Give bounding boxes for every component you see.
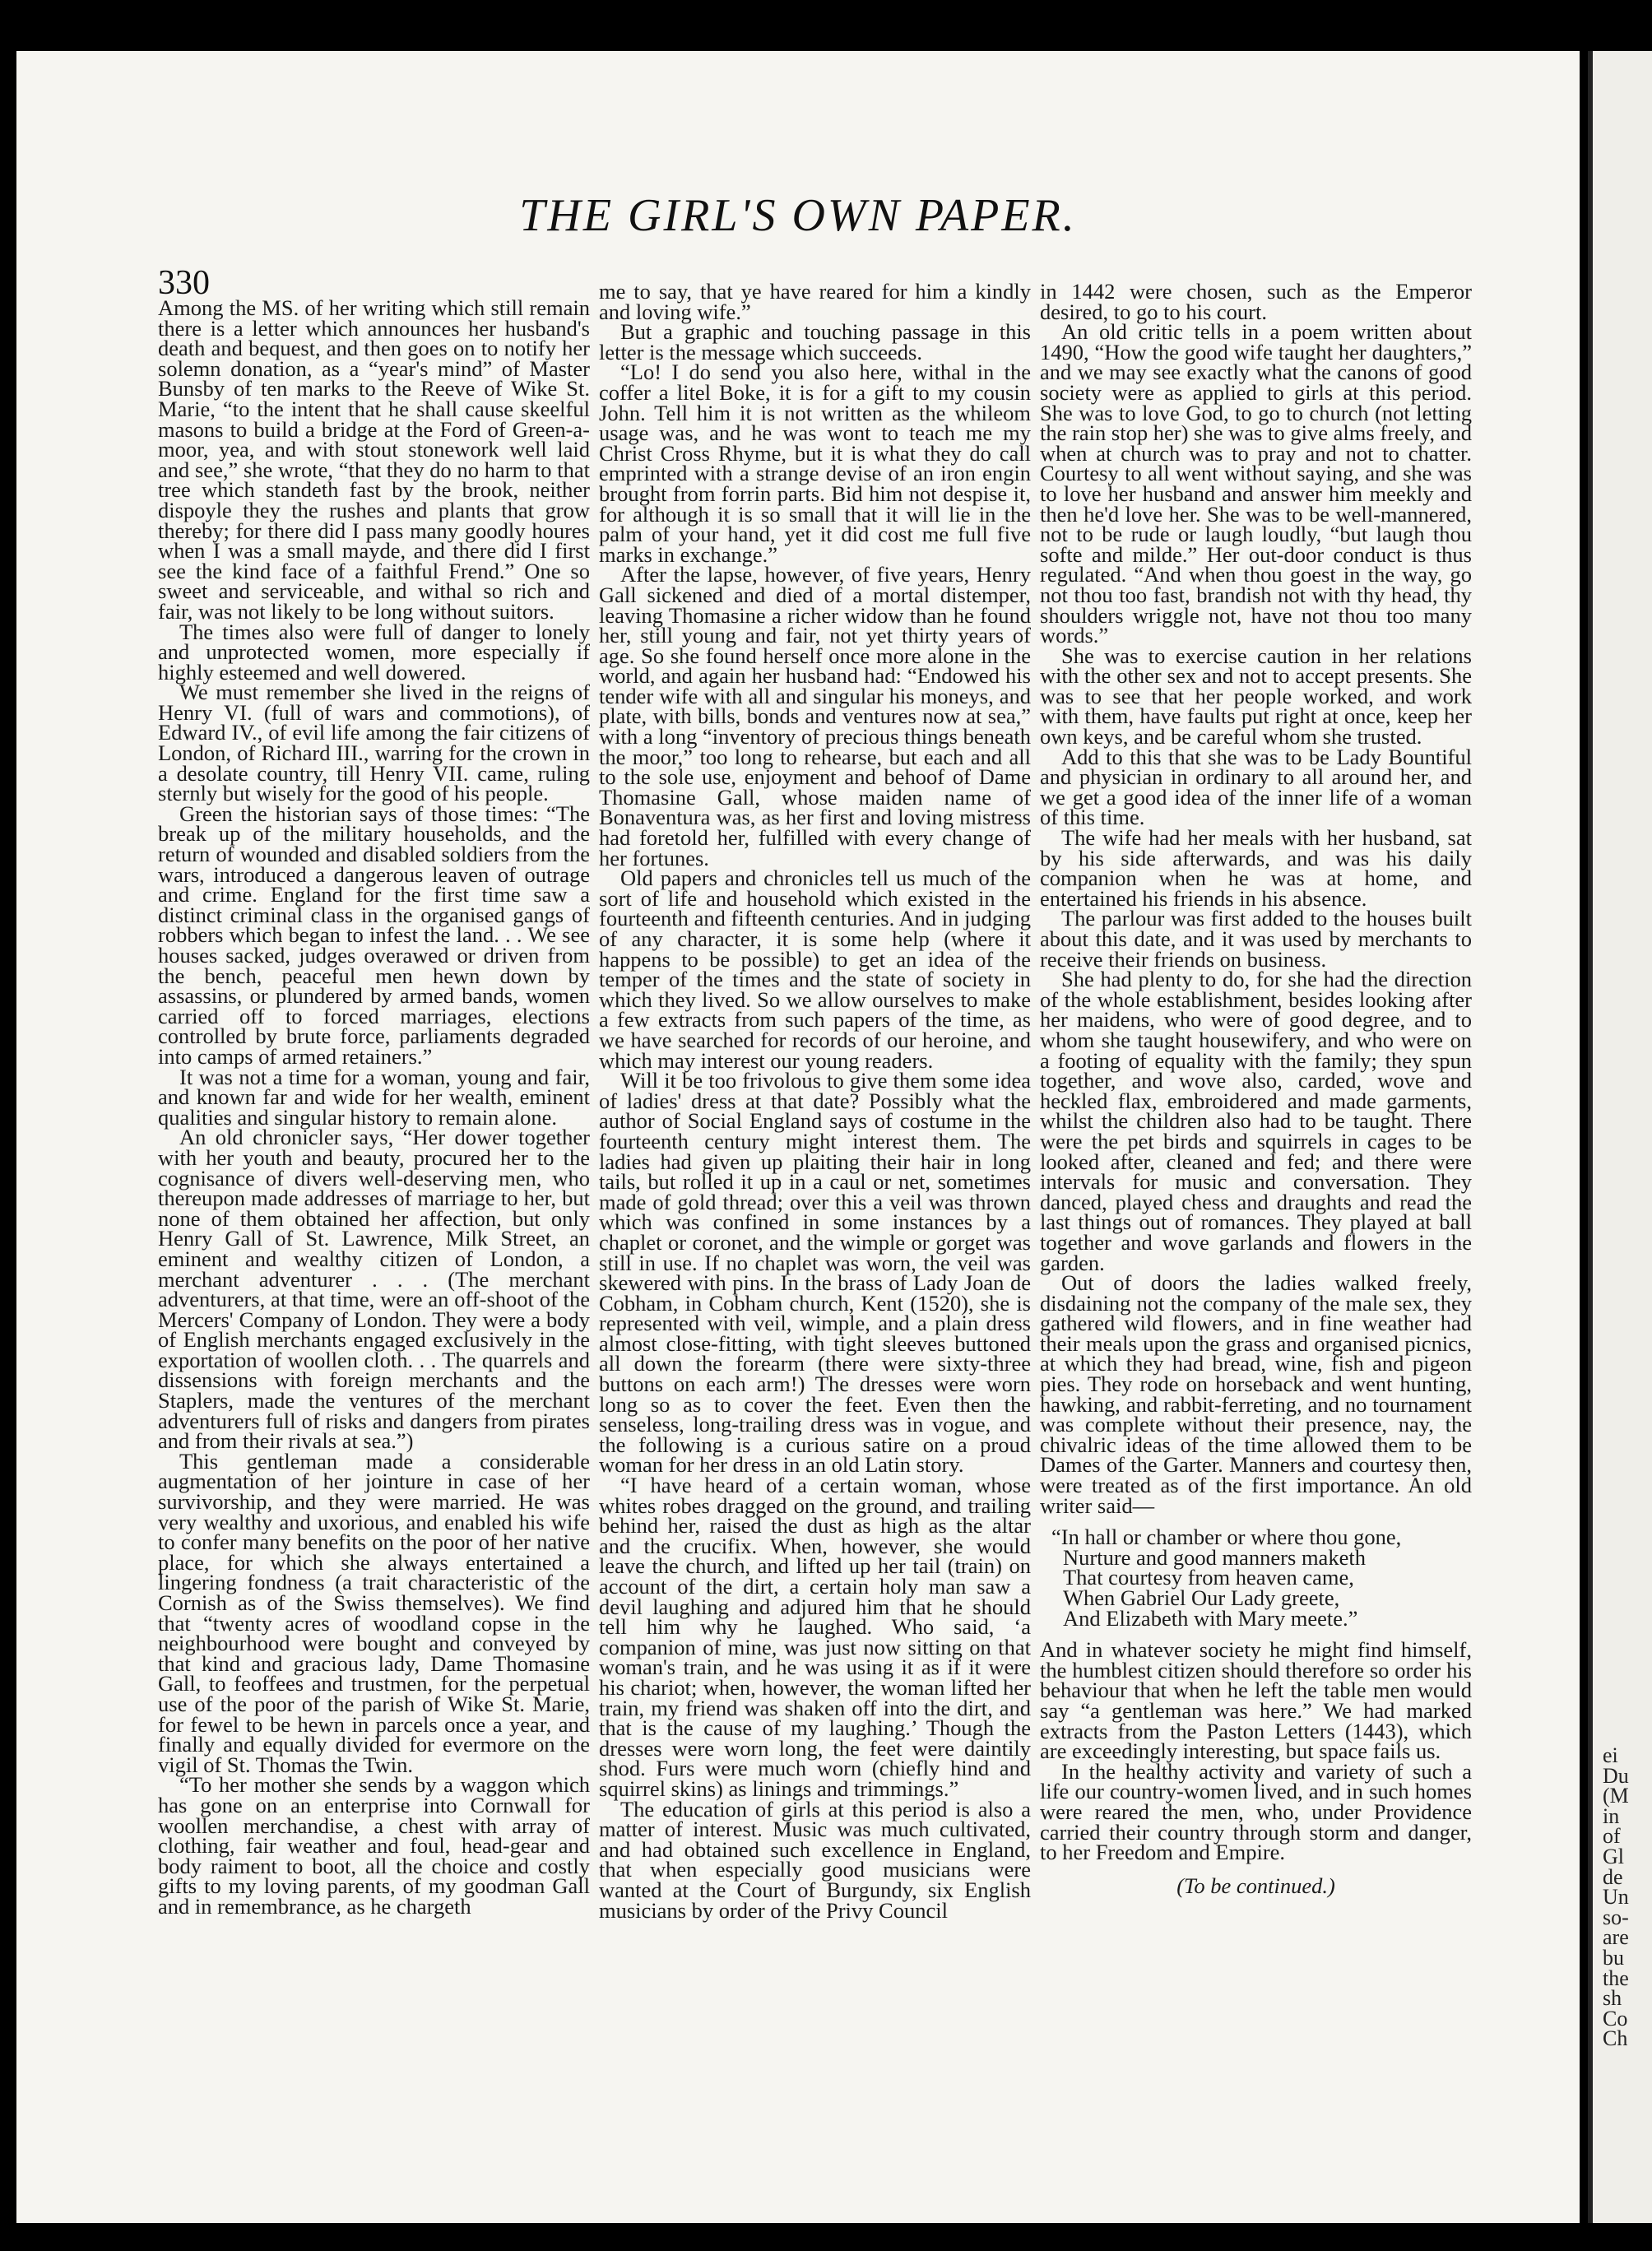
poem-line: And Elizabeth with Mary meete.” [1063,1605,1358,1631]
paragraph: in 1442 were chosen, such as the Emperor desired, to go to his court. [1040,279,1472,324]
fragment: Ch [1603,2026,1628,2051]
paragraph: The times also were full of danger to lonely and unprotected women, more especially if highly esteemed and well dowered. [158,619,590,685]
adjacent-page-text [1603,1743,1629,2051]
paragraph: me to say, that ye have reared for him a kindly and loving wife.” [599,279,1031,324]
continued-note: (To be continued.) [1176,1873,1335,1898]
paragraph: The wife had her meals with her husband, sat by his side afterwards, and was his daily companion when he was at home, and entertained his friends in his absence. [1040,825,1472,911]
adjacent-page-edge [1588,51,1652,2223]
fragment: of [1603,1824,1621,1849]
paragraph: An old chronicler says, “Her dower together with her youth and beauty, procured her to the cognisance of divers well-deserving men, who thereupon made addresses of marriage to her, but none of them obtained her affection, but only Henry Gall of St. Lawrence, Milk Street, an eminent and wealthy citizen of London, a merchant adventurer . . . (The merchant adventurers, at that time, were an off-shoot of the Mercers' Company of London. They were a body of English merchants engaged exclusively in the exportation of woollen cloth. . . The quarrels and dissensions with foreign merchants and the Staplers, made the ventures of the merchant adventurers full of risks and dangers from pirates and from their rivals at sea.”) [158,1125,590,1454]
paragraph: In the healthy activity and variety of such a life our country-women lived, and in such homes were reared the men, who, under Providence carried their country through storm and danger, to her Freedom and Empire. [1040,1758,1472,1865]
poem [1051,1525,1472,1631]
paragraph: This gentleman made a considerable augmentation of her jointure in case of her survivorship, and they were married. He was very wealthy and uxorious, and enabled his wife to confer many benefits on the poor of her native place, for which she always entertained a lingering fondness (a trait characteristic of the Cornish as of the Swiss themselves). We find that “twenty acres of woodland copse in the neighbourhood were bought and conveyed by that kind and gracious lady, Dame Thomasine Gall, to feoffees and trustmen, for the perpetual use of the poor of the parish of Wike St. Marie, for fewel to be hewn in parcels once a year, and finally and equally divided for evermore on the vigil of St. Thomas the Twin. [158,1448,590,1777]
paragraph: After the lapse, however, of five years, Henry Gall sickened and died of a mortal distemper, leaving Thomasine a richer widow than he found her, still young and fair, not yet thirty years of age. So she found herself once more alone in the world, and again her husband had: “Endowed his tender wife with all and singular his moneys, and plate, with bills, bonds and ventures now at sea,” with a long “inventory of precious things beneath the moor,” too long to rehearse, but each and all to the sole use, enjoyment and behoof of Dame Thomasine Gall, whose maiden name of Bonaventura was, as her first and loving mistress had foretold her, fulfilled with every change of her fortunes. [599,562,1031,870]
paragraph: An old critic tells in a poem written about 1490, “How the good wife taught her daughters,” and we may see exactly what the canons of good society were as applied to girls at this period. She was to love God, to go to church (not letting the rain stop her) she was to give alms freely, and when at church was to pray and not to chatter. Courtesy to all went without saying, and she was to love her husband and answer him meekly and then he'd love her. She was to be well-mannered, not to be rude or laugh loudly, “but laugh thou softe and milde.” Her out-door conduct is thus regulated. “And when thou goest in the way, go not thou too fast, brandish not with thy head, thy shoulders wriggle not, have not thou too many words.” [1040,319,1472,648]
fragment: the [1603,1966,1629,1990]
column-3 [1040,279,1472,1898]
paragraph: “To her mother she sends by a waggon which has gone on an enterprise into Cornwall for woollen merchandise, a chest with array of clothing, fair weather and foul, head-gear and body raiment to boot, all the choice and costly gifts to my loving parents, of my goodman Gall and in remembrance, as he chargeth [158,1772,590,1919]
fragment: bu [1603,1945,1624,1970]
fragment: are [1603,1925,1629,1950]
poem-line: When Gabriel Our Lady greete, [1063,1585,1340,1610]
column-1 [158,295,590,1919]
fragment: Du [1603,1763,1629,1788]
paragraph: We must remember she lived in the reigns of Henry VI. (full of wars and commotions), of Edward IV., of evil life among the fair citizens of London, of Richard III., warring for the crown in a desolate country, till Henry VII. came, ruling sternly but wisely for the good of his people. [158,680,590,806]
fragment: so- [1603,1905,1629,1929]
fragment: ei [1603,1743,1618,1767]
fragment: Co [1603,2006,1628,2031]
masthead: THE GIRL'S OWN PAPER. [519,190,1077,241]
paragraph: The education of girls at this period is also a matter of interest. Music was much cultivated, and had obtained such excellence in England, that when especially good musicians were wanted at the Court of Burgundy, six English musicians by order of the Privy Council [599,1796,1031,1923]
fragment: sh [1603,1986,1622,2011]
paragraph: Among the MS. of her writing which still remain there is a letter which announces her husband's death and bequest, and then goes on to notify her solemn donation, as a “year's mind” of Master Bunsby of ten marks to the Reeve of Wike St. Marie, “to the intent that he shall cause skeelful masons to build a bridge at the Ford of Green-a-moor, yea, and with stout stonework well laid and see,” she wrote, “that they do no harm to that tree which standeth fast by the brook, neither dispoyle they the rushes and plants that grow thereby; for there did I pass many goodly houres when I was a small mayde, and there did I first see the kind face of a faithful Frend.” One so sweet and serviceable, and withal so rich and fair, was not likely to be long without suitors. [158,295,590,624]
paragraph: “Lo! I do send you also here, withal in the coffer a litel Boke, it is for a gift to my cousin John. Tell him it is not written as the whileom usage was, and he was wont to teach me my Christ Cross Rhyme, but it is what they do call emprinted with a strange devise of an iron engin brought from forrin parts. Bid him not despise it, for although it is so small that it will lie in the palm of your hand, yet it did cost me full five marks in exchange.” [599,360,1031,567]
paragraph: And in whatever society he might find himself, the humblest citizen should therefore so order his behaviour that when he left the table men would say “a gentleman was here.” We had marked extracts from the Paston Letters (1443), which are exceedingly interesting, but space fails us. [1040,1637,1472,1764]
paragraph: “I have heard of a certain woman, whose whites robes dragged on the ground, and trailing behind her, raised the dust as high as the altar and the crucifix. When, however, she would leave the church, and lifted up her tail (train) on account of the dirt, a certain holy man saw a devil laughing and adjured him that he should tell him why he laughed. Who said, ‘a companion of mine, was just now sitting on that woman's train, and he was using it as if it were his chariot; when, however, the woman lifted her train, my friend was shaken off into the dirt, and that is the cause of my laughing.’ Though the dresses were worn long, the feet were daintily shod. Furs were much worn (chiefly hind and squirrel skins) as linings and trimmings.” [599,1473,1031,1801]
poem-line: “In hall or chamber or where thou gone, [1051,1525,1402,1550]
fragment: Un [1603,1885,1629,1910]
fragment: de [1603,1864,1623,1889]
page [16,51,1580,2223]
paragraph: Old papers and chronicles tell us much of the sort of life and household which existed in the fourteenth and fifteenth centuries. And in judging of any character, it is some help (where it happens to be possible) to get an idea of the temper of the times and the state of society in which they lived. So we allow ourselves to make a few extracts from such papers of the time, as we have searched for records of our heroine, and which may interest our young readers. [599,866,1031,1073]
paragraph: Green the historian says of those times: “The break up of the military households, and the return of wounded and disabled soldiers from the wars, introduced a dangerous leaven of outrage and crime. England for the first time saw a distinct criminal class in the organised gangs of robbers which began to infest the land. . . We see houses sacked, judges overawed or driven from the bench, peaceful men hewn down by assassins, or plundered by armed bands, women carried off to forced marriages, elections controlled by brute force, parliaments degraded into camps of armed retainers.” [158,801,590,1069]
paragraph: Out of doors the ladies walked freely, disdaining not the company of the male sex, they gathered wild flowers, and in fine weather had their meals upon the grass and organised picnics, at which they had bread, wine, fish and pigeon pies. They rode on horseback and went hunting, hawking, and rabbit-ferreting, and no tournament was complete without their presence, nay, the chivalric ideas of the time allowed them to be Dames of the Garter. Manners and courtesy then, were treated as of the first importance. An old writer said— [1040,1270,1472,1518]
page-number: 330 [158,264,210,302]
poem-line: That courtesy from heaven came, [1063,1565,1354,1590]
paragraph: But a graphic and touching passage in this letter is the message which succeeds. [599,319,1031,364]
paragraph: The parlour was first added to the houses built about this date, and it was used by merchants to receive their friends on business. [1040,906,1472,972]
paragraph: She was to exercise caution in her relations with the other sex and not to accept presents. She was to see that her people worked, and work with them, have faults put right at once, keep her own keys, and be careful whom she trusted. [1040,643,1472,750]
paragraph: She had plenty to do, for she had the direction of the whole establishment, besides looking after her maidens, who were of good degree, and to whom she taught housewifery, and who were on a footing of equality with the family; they spun together, and wove also, carded, wove and heckled flax, embroidered and made garments, whilst the children also had to be taught. There were the pet birds and squirrels in cages to be looked after, cleaned and fed; and there were intervals for music and conversation. They danced, played chess and draughts and read the last things out of romances. They played at ball together and wove garlands and flowers in the garden. [1040,967,1472,1275]
fragment: in [1603,1803,1620,1828]
fragment: (M [1603,1784,1629,1808]
page-divider [1588,51,1593,2223]
paragraph: Add to this that she was to be Lady Bountiful and physician in ordinary to all around her, and we get a good idea of the inner life of a woman of this time. [1040,744,1472,830]
column-2 [599,279,1031,1923]
paragraph: It was not a time for a woman, young and fair, and known far and wide for her wealth, eminent qualities and singular history to remain alone. [158,1064,590,1130]
fragment: Gl [1603,1844,1624,1868]
paragraph: Will it be too frivolous to give them some idea of ladies' dress at that date? Possibly what the author of Social England says of costume in the fourteenth century might interest them. The ladies had given up plaiting their hair in long tails, but rolled it up in a caul or net, sometimes made of gold thread; over this a veil was thrown which was confined in some instances by a chaplet or coronet, and the wimple or gorget was still in use. If no chaplet was worn, the veil was skewered with pins. In the brass of Lady Joan de Cobham, in Cobham church, Kent (1520), she is represented with veil, wimple, and a plain dress almost close-fitting, with tight sleeves buttoned all down the forearm (there were sixty-three buttons on each arm!) The dresses were worn long so as to cover the feet. Even then the senseless, long-trailing dress was in vogue, and the following is a curious satire on a proud woman for her dress in an old Latin story. [599,1068,1031,1478]
poem-line: Nurture and good manners maketh [1063,1544,1366,1570]
